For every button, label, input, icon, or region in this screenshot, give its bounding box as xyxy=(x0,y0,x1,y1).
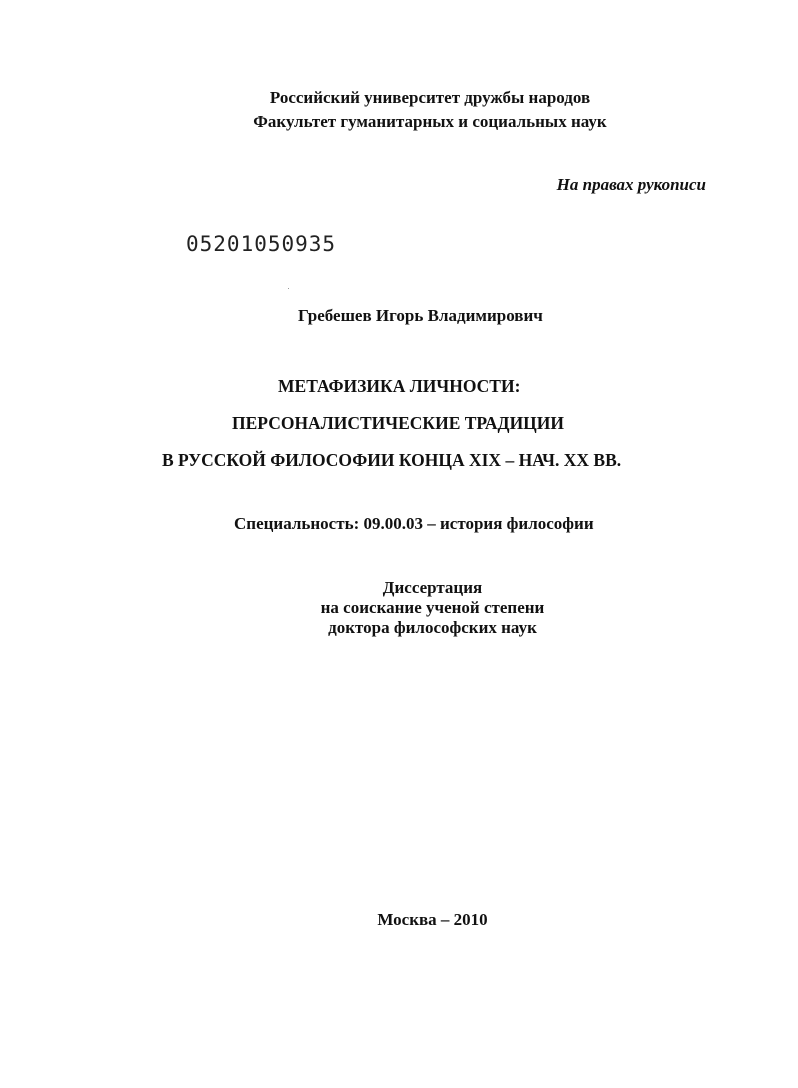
faculty-name: Факультет гуманитарных и социальных наук xyxy=(253,112,607,131)
title-line-3: В РУССКОЙ ФИЛОСОФИИ КОНЦА XIX – НАЧ. XX ВВ. xyxy=(162,450,622,470)
thesis-purpose: на соискание ученой степени xyxy=(320,598,545,617)
university-name: Российский университет дружбы народов xyxy=(269,88,591,107)
title-line-2: ПЕРСОНАЛИСТИЧЕСКИЕ ТРАДИЦИИ xyxy=(232,413,565,433)
scan-speck xyxy=(288,288,289,289)
thesis-type: Диссертация xyxy=(382,578,483,597)
city-year: Москва – 2010 xyxy=(377,910,488,929)
specialty: Специальность: 09.00.03 – история философии xyxy=(234,514,594,533)
author-name: Гребешев Игорь Владимирович xyxy=(298,306,543,325)
thesis-degree: доктора философских наук xyxy=(328,618,537,637)
catalog-number: 05201050935 xyxy=(186,232,337,256)
title-line-1: МЕТАФИЗИКА ЛИЧНОСТИ: xyxy=(278,376,521,396)
manuscript-note: На правах рукописи xyxy=(556,175,706,194)
